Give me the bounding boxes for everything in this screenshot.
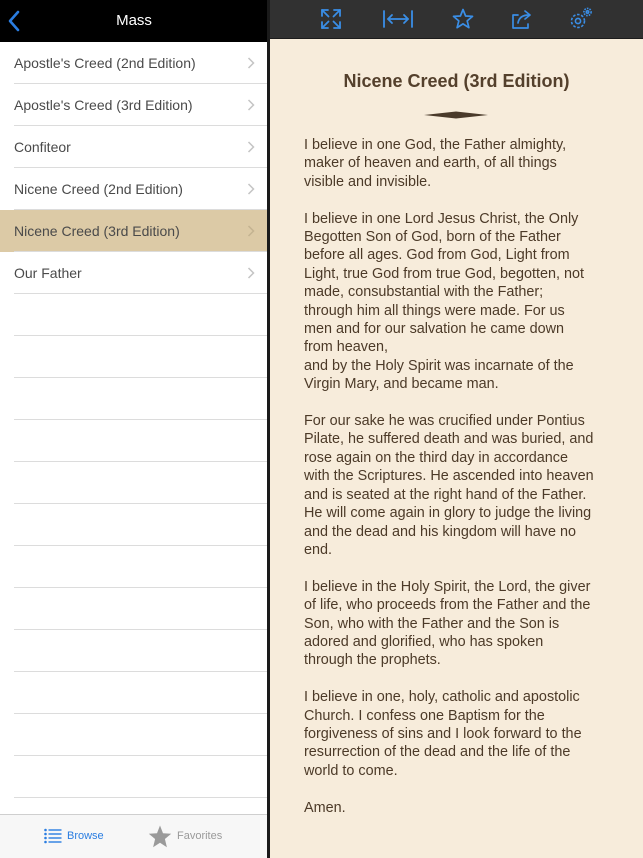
settings-button[interactable] — [568, 6, 594, 32]
list-icon — [44, 828, 62, 844]
text-width-button[interactable] — [382, 6, 414, 32]
document-body — [304, 136, 620, 835]
title-ornament-icon — [424, 111, 488, 119]
tab-favorites[interactable] — [146, 815, 246, 858]
chevron-right-icon — [247, 141, 255, 153]
list-item[interactable] — [0, 126, 268, 168]
chevron-right-icon — [247, 225, 255, 237]
list-item[interactable] — [0, 84, 268, 126]
sidebar — [0, 0, 268, 858]
empty-row — [0, 504, 268, 546]
empty-row — [0, 546, 268, 588]
list-item-label: Nicene Creed (3rd Edition) — [14, 223, 180, 239]
empty-row — [0, 672, 268, 714]
back-button[interactable] — [2, 6, 30, 36]
paragraph: For our sake he was crucified under Pontius Pilate, he suffered death and was buried, and rose again on the third day in accordance with the Scriptures. He ascended into heaven and is seated at the right hand of the Father. He will come again in glory to judge the living and the dead and his kingdom will have no end. — [304, 413, 594, 558]
star-outline-icon — [450, 6, 476, 32]
empty-row — [0, 630, 268, 672]
share-button[interactable] — [509, 6, 535, 32]
list-item-label: Nicene Creed (2nd Edition) — [14, 181, 183, 197]
empty-row — [0, 336, 268, 378]
empty-row — [0, 294, 268, 336]
fullscreen-icon — [318, 6, 344, 32]
tab-browse-label: Browse — [67, 830, 104, 842]
text-width-icon — [382, 6, 414, 32]
prayer-list — [0, 42, 268, 798]
settings-icon — [568, 6, 594, 32]
paragraph: Amen. — [304, 799, 346, 816]
sidebar-header — [0, 0, 268, 42]
list-item-label: Confiteor — [14, 139, 71, 155]
list-item-label: Apostle's Creed (3rd Edition) — [14, 97, 193, 113]
empty-row — [0, 756, 268, 798]
list-item-label: Apostle's Creed (2nd Edition) — [14, 55, 196, 71]
share-icon — [509, 6, 535, 32]
list-item-selected[interactable] — [0, 210, 268, 252]
tab-favorites-label: Favorites — [177, 830, 223, 842]
document-title: Nicene Creed (3rd Edition) — [343, 71, 570, 91]
detail-pane — [270, 0, 643, 858]
paragraph: I believe in one God, the Father almighty, maker of heaven and earth, of all things visible and invisible. — [304, 137, 567, 190]
paragraph: I believe in one, holy, catholic and apostolic Church. I confess one Baptism for the forgiveness of sins and I look forward to the resurrection of the dead and the life of the world to come. — [304, 689, 582, 779]
sidebar-title: Mass — [116, 12, 152, 29]
chevron-right-icon — [247, 99, 255, 111]
empty-row — [0, 462, 268, 504]
list-item[interactable] — [0, 252, 268, 294]
list-item-label: Our Father — [14, 265, 82, 281]
empty-row — [0, 420, 268, 462]
chevron-left-icon — [2, 6, 30, 36]
toolbar — [270, 0, 643, 39]
chevron-right-icon — [247, 183, 255, 195]
empty-row — [0, 714, 268, 756]
tab-browse[interactable] — [40, 815, 120, 858]
fullscreen-button[interactable] — [318, 6, 344, 32]
list-item[interactable] — [0, 42, 268, 84]
chevron-right-icon — [247, 267, 255, 279]
paragraph: I believe in the Holy Spirit, the Lord, the giver of life, who proceeds from the Father and the Son, who with the Father and the Son is adored and glorified, who has spoken through the prophets. — [304, 578, 591, 669]
tab-bar — [0, 814, 268, 858]
paragraph: I believe in one Lord Jesus Christ, the Only Begotten Son of God, born of the Father before all ages. God from God, Light from Light, true God from true God, begotten, not made, consubstantial with the Father; through him all things were made. For us men and for our salvation he came down from heaven, and by the Holy Spirit was incarnate of the Virgin Mary, and became man. — [304, 210, 584, 393]
empty-row — [0, 588, 268, 630]
list-item[interactable] — [0, 168, 268, 210]
star-icon — [148, 825, 172, 848]
empty-row — [0, 378, 268, 420]
favorite-button[interactable] — [450, 6, 476, 32]
chevron-right-icon — [247, 57, 255, 69]
